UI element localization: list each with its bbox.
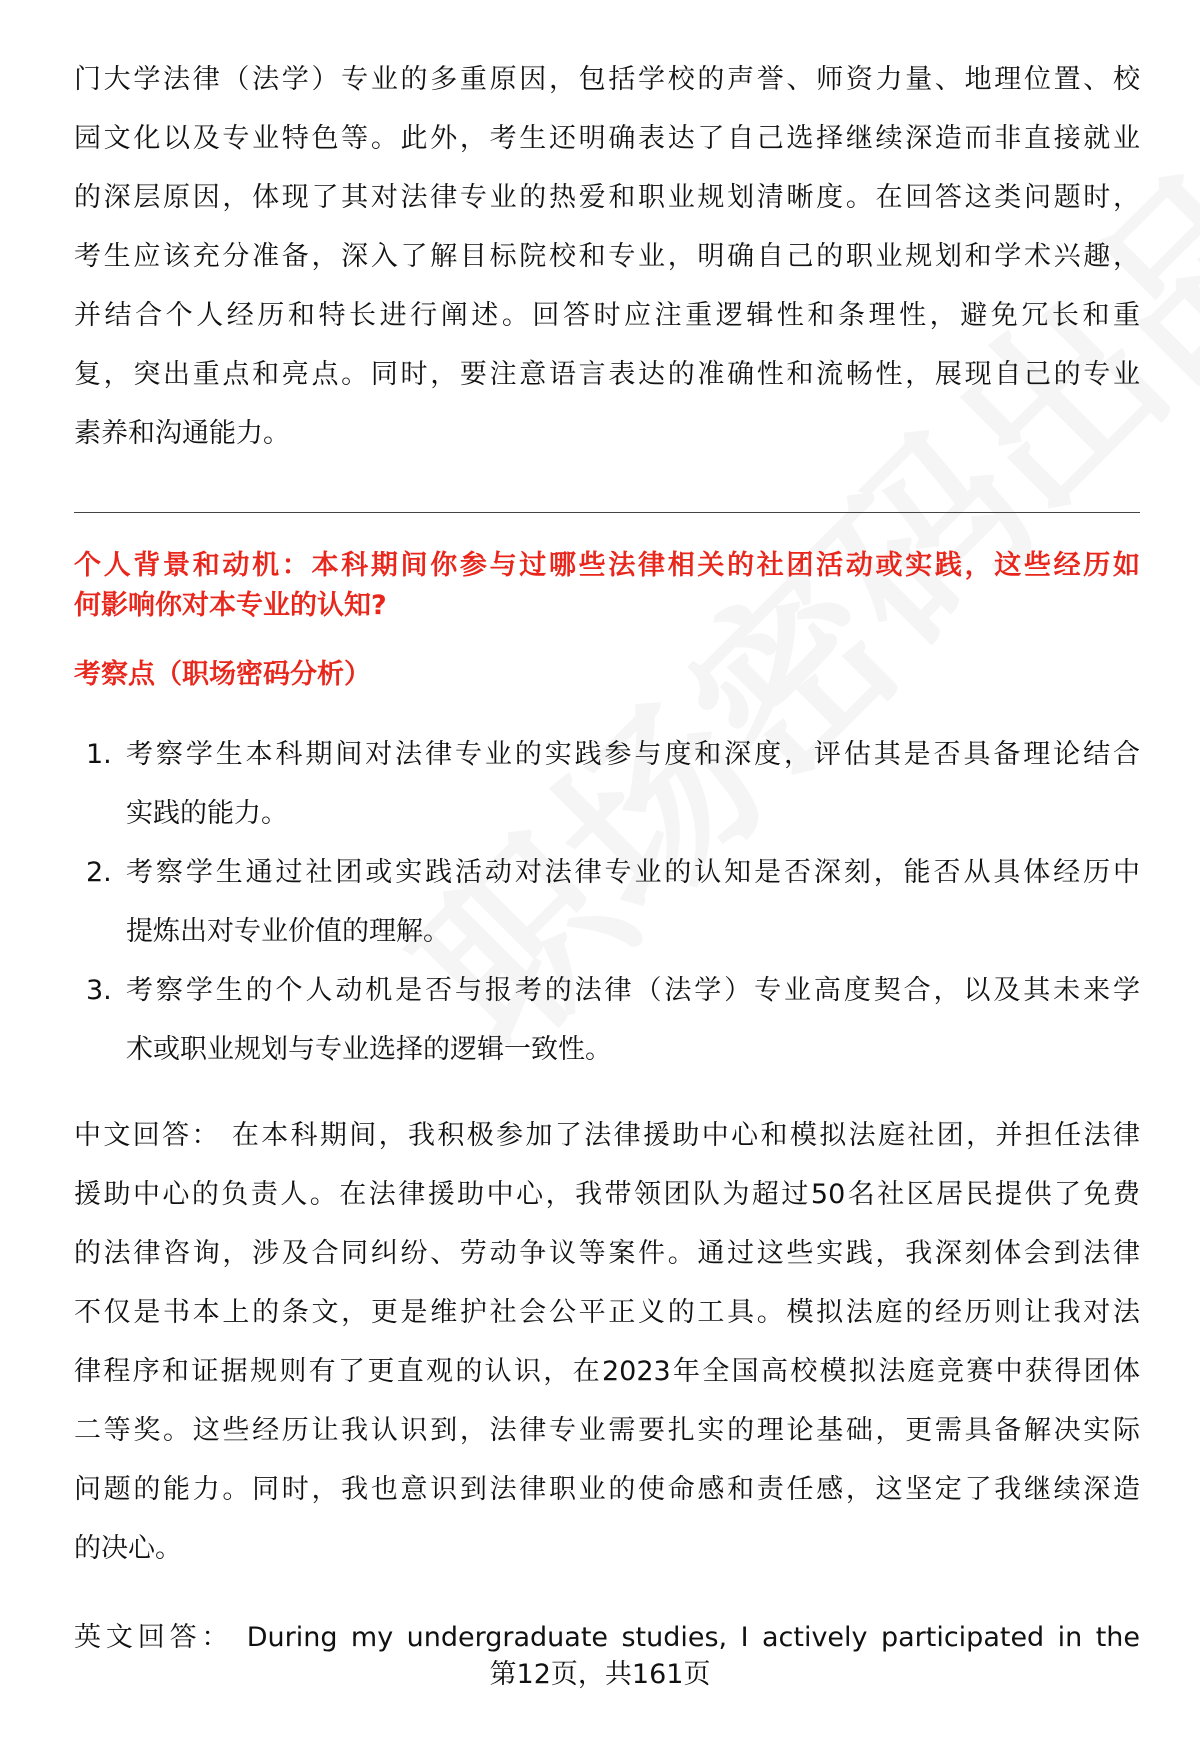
points-title: [74, 655, 1140, 695]
text-line: 的深层原因，体现了其对法律专业的热爱和职业规划清晰度。在回答这类问题时，: [74, 182, 1140, 213]
text-line: 门大学法律（法学）专业的多重原因，包括学校的声誉、师资力量、地理位置、校: [74, 64, 1140, 95]
text-line: 不仅是书本上的条文，更是维护社会公平正义的工具。模拟法庭的经历则让我对法: [74, 1297, 1140, 1328]
page-number: 第12页，共161页: [489, 1659, 711, 1690]
text-line: 英文回答： During my undergraduate studies, I actively participated in the: [74, 1622, 1140, 1653]
text-line: 术或职业规划与专业选择的逻辑一致性。: [126, 1034, 612, 1065]
question-heading: [74, 546, 1140, 626]
text-line: 考察学生本科期间对法律专业的实践参与度和深度，评估其是否具备理论结合: [126, 739, 1140, 770]
text-line: 援助中心的负责人。在法律援助中心，我带领团队为超过50名社区居民提供了免费: [74, 1179, 1140, 1210]
text-line: 的决心。: [74, 1533, 182, 1564]
points-title-text: 考察点（职场密码分析）: [74, 659, 371, 690]
list-number: 3.: [86, 975, 112, 1006]
text-line: 考察学生的个人动机是否与报考的法律（法学）专业高度契合，以及其未来学: [126, 975, 1140, 1006]
text-line: 考察学生通过社团或实践活动对法律专业的认知是否深刻，能否从具体经历中: [126, 857, 1140, 888]
text-line: 何影响你对本专业的认知?: [74, 590, 387, 621]
list-number: 1.: [86, 739, 112, 770]
list-number: 2.: [86, 857, 112, 888]
text-line: 二等奖。这些经历让我认识到，法律专业需要扎实的理论基础，更需具备解决实际: [74, 1415, 1140, 1446]
text-line: 提炼出对专业价值的理解。: [126, 916, 450, 947]
text-line: 实践的能力。: [126, 798, 288, 829]
text-line: 并结合个人经历和特长进行阐述。回答时应注重逻辑性和条理性，避免冗长和重: [74, 300, 1140, 331]
text-line: 律程序和证据规则有了更直观的认识，在2023年全国高校模拟法庭竞赛中获得团体: [74, 1356, 1140, 1387]
text-line: 考生应该充分准备，深入了解目标院校和专业，明确自己的职业规划和学术兴趣，: [74, 241, 1140, 272]
chinese-answer: [74, 1106, 1140, 1578]
list-item: [74, 725, 1140, 843]
text-line: 中文回答： 在本科期间，我积极参加了法律援助中心和模拟法庭社团，并担任法律: [74, 1120, 1140, 1151]
list-item: [74, 843, 1140, 961]
text-line: 个人背景和动机：本科期间你参与过哪些法律相关的社团活动或实践，这些经历如: [74, 550, 1140, 581]
text-line: 问题的能力。同时，我也意识到法律职业的使命感和责任感，这坚定了我继续深造: [74, 1474, 1140, 1505]
text-line: 园文化以及专业特色等。此外，考生还明确表达了自己选择继续深造而非直接就业: [74, 123, 1140, 154]
list-item: [74, 961, 1140, 1079]
divider: [74, 512, 1140, 513]
text-line: 素养和沟通能力。: [74, 418, 290, 449]
points-list: [74, 725, 1140, 1079]
text-line: 复，突出重点和亮点。同时，要注意语言表达的准确性和流畅性，展现自己的专业: [74, 359, 1140, 390]
intro-paragraph: [74, 50, 1140, 463]
text-line: 的法律咨询，涉及合同纠纷、劳动争议等案件。通过这些实践，我深刻体会到法律: [74, 1238, 1140, 1269]
